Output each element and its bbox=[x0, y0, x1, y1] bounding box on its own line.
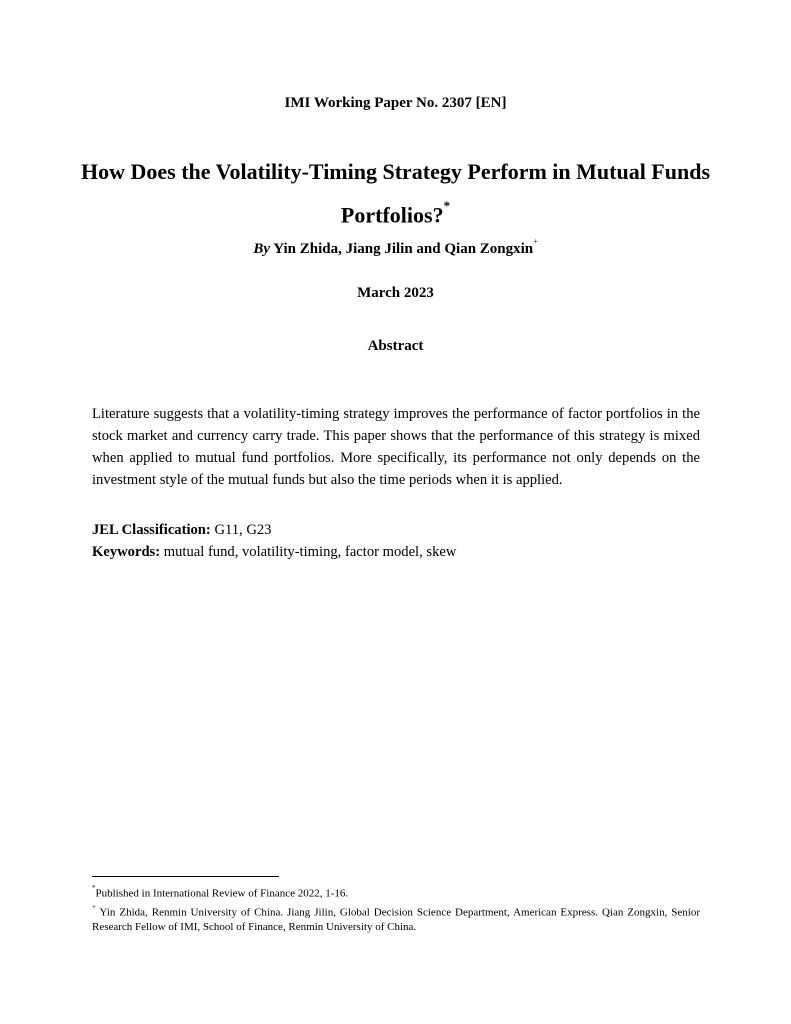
jel-codes: G11, G23 bbox=[214, 522, 272, 538]
author-footnote-mark: + bbox=[533, 237, 538, 246]
footnote-divider bbox=[92, 876, 279, 877]
jel-label: JEL Classification: bbox=[92, 522, 211, 538]
footnote-text: Published in International Review of Finance 2022, 1-16. bbox=[95, 887, 349, 900]
publication-date: March 2023 bbox=[357, 285, 434, 301]
abstract-heading: Abstract bbox=[367, 338, 424, 354]
footnotes bbox=[92, 883, 700, 935]
author-names: Yin Zhida, Jiang Jilin and Qian Zongxin bbox=[273, 241, 534, 257]
title-footnote-mark: * bbox=[443, 198, 451, 213]
keywords bbox=[92, 541, 700, 563]
jel-classification bbox=[92, 519, 700, 541]
abstract-body: Literature suggests that a volatility-timing strategy improves the performance of factor portfolios in the stock market and currency carry trade. This paper shows that the performance of this strategy is mixed when applied to mutual fund portfolios. More specifically, its performance not only depends on the investment style of the mutual funds but also the time periods when it is applied. bbox=[92, 406, 700, 488]
keywords-label: Keywords: bbox=[92, 544, 161, 560]
keywords-list: mutual fund, volatility-timing, factor model, skew bbox=[163, 544, 457, 560]
paper-title bbox=[70, 153, 721, 234]
footnote-affiliations bbox=[92, 902, 700, 936]
working-paper-series: IMI Working Paper No. 2307 [EN] bbox=[284, 95, 507, 111]
footnote-publication bbox=[92, 883, 700, 902]
footnote-mark: * bbox=[92, 884, 96, 892]
by-label: By bbox=[253, 241, 270, 257]
paper-title-text: How Does the Volatility-Timing Strategy Perform in Mutual Funds Portfolios? bbox=[80, 159, 711, 228]
author-line bbox=[0, 237, 791, 258]
footnote-mark: + bbox=[92, 902, 96, 911]
footnote-text: Yin Zhida, Renmin University of China. Jiang Jilin, Global Decision Science Department, American Express. Qian Zongxin, Senior Research Fellow of IMI, School of Finance, Renmin University of China. bbox=[92, 906, 700, 934]
